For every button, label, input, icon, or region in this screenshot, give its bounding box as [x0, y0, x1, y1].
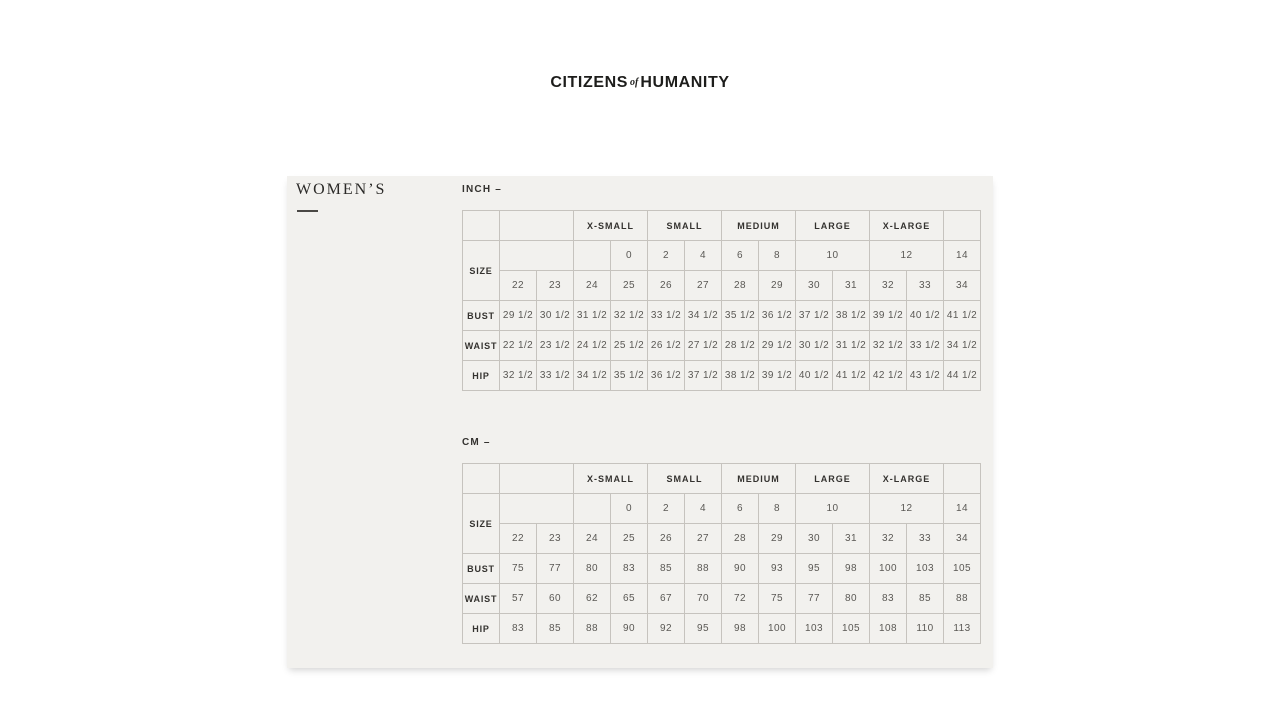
waist-size-cell: 28	[722, 524, 759, 554]
measurement-label: HIP	[463, 361, 500, 391]
waist-size-cell: 31	[833, 271, 870, 301]
measurement-cell: 38 1/2	[722, 361, 759, 391]
measurement-cell: 105	[833, 614, 870, 644]
measurement-row	[463, 331, 981, 361]
measurement-cell: 65	[611, 584, 648, 614]
waist-size-cell: 24	[574, 524, 611, 554]
measurement-cell: 32 1/2	[500, 361, 537, 391]
waist-size-cell: 29	[759, 524, 796, 554]
size-table-inch	[462, 210, 981, 391]
measurement-cell: 30 1/2	[537, 301, 574, 331]
measurement-cell: 103	[907, 554, 944, 584]
group-header-cell: MEDIUM	[722, 464, 796, 494]
measurement-row	[463, 614, 981, 644]
waist-size-cell: 31	[833, 524, 870, 554]
measurement-row	[463, 554, 981, 584]
waist-size-cell: 32	[870, 271, 907, 301]
waist-size-cell: 22	[500, 271, 537, 301]
measurement-cell: 34 1/2	[574, 361, 611, 391]
measurement-label: WAIST	[463, 584, 500, 614]
measurement-cell: 98	[833, 554, 870, 584]
waist-size-cell: 29	[759, 271, 796, 301]
waist-size-cell: 28	[722, 271, 759, 301]
waist-size-cell: 32	[870, 524, 907, 554]
measurement-cell: 39 1/2	[759, 361, 796, 391]
waist-size-cell: 27	[685, 524, 722, 554]
waist-size-cell: 26	[648, 271, 685, 301]
measurement-cell: 31 1/2	[574, 301, 611, 331]
measurement-cell: 60	[537, 584, 574, 614]
waist-size-cell: 33	[907, 271, 944, 301]
measurement-cell: 85	[537, 614, 574, 644]
waist-size-cell: 23	[537, 271, 574, 301]
group-header-cell: MEDIUM	[722, 211, 796, 241]
measurement-cell: 88	[944, 584, 981, 614]
measurement-cell: 36 1/2	[759, 301, 796, 331]
measurement-label: BUST	[463, 301, 500, 331]
waist-size-cell: 34	[944, 524, 981, 554]
brand-logo-part1: CITIZENS	[550, 74, 629, 91]
measurement-cell: 32 1/2	[611, 301, 648, 331]
measurement-cell: 35 1/2	[611, 361, 648, 391]
group-header-row	[463, 211, 981, 241]
measurement-cell: 38 1/2	[833, 301, 870, 331]
measurement-label: BUST	[463, 554, 500, 584]
measurement-cell: 98	[722, 614, 759, 644]
header	[0, 74, 1280, 92]
measurement-cell: 30 1/2	[796, 331, 833, 361]
us-size-cell: 0	[611, 494, 648, 524]
measurement-cell: 42 1/2	[870, 361, 907, 391]
measurement-cell: 83	[500, 614, 537, 644]
us-size-cell	[500, 494, 574, 524]
measurement-cell: 37 1/2	[685, 361, 722, 391]
group-header-cell: X-LARGE	[870, 211, 944, 241]
waist-size-cell: 25	[611, 271, 648, 301]
us-size-cell: 2	[648, 494, 685, 524]
measurement-cell: 83	[870, 584, 907, 614]
measurement-cell: 75	[500, 554, 537, 584]
size-table-cm	[462, 463, 981, 644]
us-size-cell: 4	[685, 241, 722, 271]
measurement-cell: 95	[685, 614, 722, 644]
us-size-cell: 0	[611, 241, 648, 271]
measurement-cell: 77	[796, 584, 833, 614]
unit-label-cm: CM –	[462, 437, 491, 448]
brand-logo-of: of	[630, 77, 639, 88]
measurement-cell: 26 1/2	[648, 331, 685, 361]
size-row-label: SIZE	[463, 241, 500, 301]
measurement-cell: 108	[870, 614, 907, 644]
measurement-cell: 35 1/2	[722, 301, 759, 331]
measurement-cell: 32 1/2	[870, 331, 907, 361]
size-guide-panel	[287, 176, 993, 668]
measurement-cell: 29 1/2	[500, 301, 537, 331]
measurement-cell: 37 1/2	[796, 301, 833, 331]
size-row-label: SIZE	[463, 494, 500, 554]
us-size-cell: 8	[759, 494, 796, 524]
us-size-cell: 14	[944, 241, 981, 271]
waist-size-cell: 27	[685, 271, 722, 301]
measurement-cell: 92	[648, 614, 685, 644]
measurement-cell: 85	[648, 554, 685, 584]
measurement-cell: 88	[574, 614, 611, 644]
measurement-label: WAIST	[463, 331, 500, 361]
measurement-cell: 62	[574, 584, 611, 614]
waist-size-cell: 34	[944, 271, 981, 301]
measurement-label: HIP	[463, 614, 500, 644]
measurement-cell: 27 1/2	[685, 331, 722, 361]
corner-cell	[463, 464, 500, 494]
us-size-cell: 6	[722, 494, 759, 524]
measurement-cell: 70	[685, 584, 722, 614]
measurement-cell: 22 1/2	[500, 331, 537, 361]
group-header-cell: LARGE	[796, 464, 870, 494]
group-header-cell	[944, 464, 981, 494]
measurement-cell: 36 1/2	[648, 361, 685, 391]
measurement-cell: 33 1/2	[537, 361, 574, 391]
us-size-cell: 10	[796, 494, 870, 524]
measurement-cell: 41 1/2	[833, 361, 870, 391]
measurement-cell: 29 1/2	[759, 331, 796, 361]
measurement-cell: 28 1/2	[722, 331, 759, 361]
group-header-cell: SMALL	[648, 211, 722, 241]
us-size-cell: 10	[796, 241, 870, 271]
measurement-cell: 33 1/2	[907, 331, 944, 361]
size-charts-area	[462, 184, 981, 644]
measurement-row	[463, 584, 981, 614]
measurement-cell: 40 1/2	[907, 301, 944, 331]
measurement-cell: 75	[759, 584, 796, 614]
measurement-cell: 80	[574, 554, 611, 584]
waist-size-cell: 24	[574, 271, 611, 301]
measurement-cell: 33 1/2	[648, 301, 685, 331]
measurement-cell: 40 1/2	[796, 361, 833, 391]
measurement-cell: 31 1/2	[833, 331, 870, 361]
us-size-cell	[574, 241, 611, 271]
us-size-cell: 4	[685, 494, 722, 524]
waist-size-cell: 22	[500, 524, 537, 554]
brand-logo	[550, 74, 729, 92]
us-size-cell: 14	[944, 494, 981, 524]
us-size-cell: 6	[722, 241, 759, 271]
group-header-cell	[500, 464, 574, 494]
measurement-cell: 72	[722, 584, 759, 614]
measurement-cell: 95	[796, 554, 833, 584]
waist-size-row	[463, 524, 981, 554]
waist-size-cell: 33	[907, 524, 944, 554]
measurement-cell: 39 1/2	[870, 301, 907, 331]
measurement-cell: 83	[611, 554, 648, 584]
measurement-cell: 25 1/2	[611, 331, 648, 361]
waist-size-cell: 26	[648, 524, 685, 554]
measurement-cell: 85	[907, 584, 944, 614]
us-size-cell: 12	[870, 494, 944, 524]
brand-logo-part3: HUMANITY	[640, 74, 730, 91]
measurement-cell: 24 1/2	[574, 331, 611, 361]
section-title-underline	[297, 210, 318, 212]
measurement-row	[463, 361, 981, 391]
measurement-cell: 100	[759, 614, 796, 644]
measurement-cell: 110	[907, 614, 944, 644]
measurement-cell: 80	[833, 584, 870, 614]
measurement-cell: 113	[944, 614, 981, 644]
group-header-cell: LARGE	[796, 211, 870, 241]
waist-size-cell: 30	[796, 524, 833, 554]
us-size-cell: 12	[870, 241, 944, 271]
waist-size-cell: 25	[611, 524, 648, 554]
group-header-cell: X-SMALL	[574, 464, 648, 494]
waist-size-row	[463, 271, 981, 301]
measurement-cell: 100	[870, 554, 907, 584]
measurement-cell: 88	[685, 554, 722, 584]
group-header-cell: X-SMALL	[574, 211, 648, 241]
measurement-cell: 23 1/2	[537, 331, 574, 361]
unit-label-inch: INCH –	[462, 184, 502, 195]
us-size-cell: 8	[759, 241, 796, 271]
measurement-cell: 105	[944, 554, 981, 584]
group-header-cell: X-LARGE	[870, 464, 944, 494]
section-title: WOMEN’S	[296, 181, 387, 198]
us-size-cell	[500, 241, 574, 271]
us-size-row	[463, 494, 981, 524]
measurement-row	[463, 301, 981, 331]
us-size-cell	[574, 494, 611, 524]
us-size-row	[463, 241, 981, 271]
measurement-cell: 103	[796, 614, 833, 644]
waist-size-cell: 23	[537, 524, 574, 554]
measurement-cell: 67	[648, 584, 685, 614]
measurement-cell: 90	[611, 614, 648, 644]
measurement-cell: 34 1/2	[944, 331, 981, 361]
us-size-cell: 2	[648, 241, 685, 271]
measurement-cell: 34 1/2	[685, 301, 722, 331]
group-header-row	[463, 464, 981, 494]
group-header-cell	[500, 211, 574, 241]
measurement-cell: 77	[537, 554, 574, 584]
measurement-cell: 43 1/2	[907, 361, 944, 391]
group-header-cell: SMALL	[648, 464, 722, 494]
measurement-cell: 44 1/2	[944, 361, 981, 391]
measurement-cell: 93	[759, 554, 796, 584]
measurement-cell: 57	[500, 584, 537, 614]
waist-size-cell: 30	[796, 271, 833, 301]
measurement-cell: 90	[722, 554, 759, 584]
measurement-cell: 41 1/2	[944, 301, 981, 331]
group-header-cell	[944, 211, 981, 241]
corner-cell	[463, 211, 500, 241]
